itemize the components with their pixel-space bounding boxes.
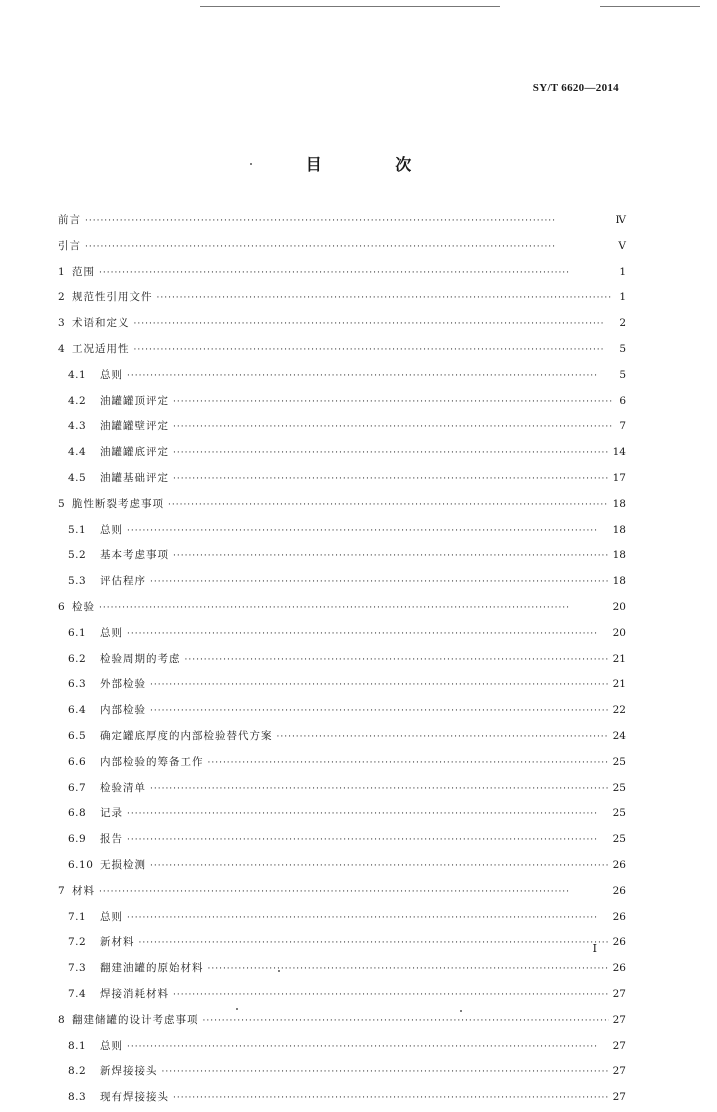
toc-leader-dots	[208, 957, 609, 983]
toc-entry-number: 3	[58, 317, 65, 330]
toc-entry[interactable]	[58, 260, 626, 286]
toc-entry-number: 7.3	[68, 962, 87, 975]
toc-entry-label: 术语和定义	[72, 317, 130, 330]
toc-entry-number: 4.5	[68, 471, 87, 484]
toc-entry-label: 油罐基础评定	[100, 471, 169, 484]
toc-entry-page: 21	[612, 652, 626, 665]
toc-entry-number: 5	[58, 497, 65, 510]
toc-entry-page: 27	[612, 1065, 626, 1078]
toc-leader-dots	[134, 312, 613, 338]
toc-entry-page: 21	[612, 678, 626, 691]
toc-leader-dots	[99, 596, 609, 622]
toc-leader-dots	[173, 1086, 609, 1112]
scan-speck	[250, 163, 252, 165]
toc-title: 目 次	[305, 155, 446, 174]
toc-entry-label: 外部检验	[100, 678, 146, 691]
toc-entry-page: 26	[612, 936, 626, 949]
toc-leader-dots	[99, 261, 612, 287]
toc-entry-number: 8	[58, 1013, 65, 1026]
toc-entry-label: 无损检测	[100, 858, 146, 871]
toc-entry-page: 22	[612, 704, 626, 717]
toc-entry-number: 1	[58, 265, 65, 278]
toc-leader-dots	[173, 390, 612, 416]
toc-entry-number: 6.4	[68, 704, 87, 717]
toc-entry-label: 材料	[72, 884, 95, 897]
toc-entry[interactable]	[58, 543, 626, 569]
toc-entry-label: 检验清单	[100, 781, 146, 794]
scan-speck	[236, 1008, 238, 1010]
toc-leader-dots	[162, 1060, 609, 1086]
toc-entry-label: 新焊接接头	[100, 1065, 158, 1078]
toc-entry[interactable]	[58, 595, 626, 621]
toc-entry-number: 7	[58, 884, 65, 897]
toc-entry-label: 报告	[100, 833, 123, 846]
toc-entry-label: 现有焊接接头	[100, 1091, 169, 1104]
toc-leader-dots	[127, 828, 609, 854]
toc-entry-page: 26	[612, 962, 626, 975]
toc-entry-page: 18	[612, 523, 626, 536]
toc-entry-number: 6.3	[68, 678, 87, 691]
toc-leader-dots	[150, 673, 609, 699]
toc-entry-label: 油罐罐壁评定	[100, 420, 169, 433]
toc-entry-label: 确定罐底厚度的内部检验替代方案	[100, 729, 273, 742]
toc-leader-dots	[157, 286, 613, 312]
toc-entry-page: 18	[612, 497, 626, 510]
toc-leader-dots	[173, 415, 612, 441]
toc-entry-number: 7.2	[68, 936, 87, 949]
toc-entry-page: 18	[612, 575, 626, 588]
toc-leader-dots	[99, 880, 609, 906]
toc-entry-number: 6.6	[68, 755, 87, 768]
toc-entry-page: 27	[612, 1091, 626, 1104]
toc-leader-dots	[150, 699, 609, 725]
toc-leader-dots	[168, 493, 609, 519]
toc-entry-label: 记录	[100, 807, 123, 820]
toc-entry-label: 检验	[72, 600, 95, 613]
toc-entry-page: 1	[619, 291, 626, 304]
toc-entry-page: 26	[612, 858, 626, 871]
toc-leader-dots	[173, 544, 609, 570]
toc-entry-page: 14	[612, 446, 626, 459]
toc-entry-number: 4.3	[68, 420, 87, 433]
toc-entry-page: 6	[619, 394, 626, 407]
toc-entry-label: 检验周期的考虑	[100, 652, 181, 665]
toc-leader-dots	[127, 906, 609, 932]
toc-leader-dots	[134, 338, 613, 364]
toc-entry-number: 4	[58, 342, 65, 355]
toc-leader-dots	[150, 854, 609, 880]
toc-entry-label: 范围	[72, 265, 95, 278]
toc-entry-label: 新材料	[100, 936, 135, 949]
toc-entry-label: 脆性断裂考虑事项	[72, 497, 164, 510]
toc-entry[interactable]	[58, 672, 626, 698]
toc-leader-dots	[150, 570, 609, 596]
scan-edge-line	[200, 6, 500, 7]
toc-leader-dots	[173, 983, 609, 1009]
toc-entry-page: 27	[612, 1013, 626, 1026]
toc-entry[interactable]	[58, 363, 626, 389]
toc-leader-dots	[277, 725, 609, 751]
toc-entry-number: 8.2	[68, 1065, 87, 1078]
toc-entry-number: 5.1	[68, 523, 87, 536]
toc-entry-label: 基本考虑事项	[100, 549, 169, 562]
toc-entry-number: 7.4	[68, 987, 87, 1000]
toc-entry[interactable]	[58, 440, 626, 466]
toc-entry-number: 6.9	[68, 833, 87, 846]
toc-leader-dots	[139, 931, 609, 957]
toc-entry[interactable]	[58, 337, 626, 363]
toc-leader-dots	[150, 777, 609, 803]
toc-leader-dots	[185, 648, 609, 674]
toc-entry[interactable]	[58, 1034, 626, 1060]
toc-entry[interactable]	[58, 518, 626, 544]
toc-entry[interactable]	[58, 621, 626, 647]
toc-entry-number: 8.3	[68, 1091, 87, 1104]
toc-entry[interactable]	[58, 930, 626, 956]
toc-entry-page: 20	[612, 626, 626, 639]
toc-entry[interactable]	[58, 1085, 626, 1111]
toc-entry-number: 6.7	[68, 781, 87, 794]
standard-code: SY/T 6620—2014	[532, 82, 619, 94]
toc-leader-dots	[173, 441, 609, 467]
toc-entry-page: 27	[612, 1039, 626, 1052]
toc-leader-dots	[127, 802, 609, 828]
toc-entry-number: 7.1	[68, 910, 87, 923]
toc-entry[interactable]	[58, 311, 626, 337]
toc-entry[interactable]	[58, 879, 626, 905]
toc-entry-number: 4.2	[68, 394, 87, 407]
toc-entry[interactable]	[58, 1059, 626, 1085]
toc-entry-number: 4.4	[68, 446, 87, 459]
toc-entry-label: 油罐罐底评定	[100, 446, 169, 459]
toc-entry-number: 6	[58, 600, 65, 613]
toc-entry[interactable]	[58, 208, 626, 234]
toc-entry-label: 焊接消耗材料	[100, 987, 169, 1000]
toc-entry-number: 4.1	[68, 368, 87, 381]
scan-speck	[460, 1010, 462, 1012]
toc-entry-page: 5	[619, 342, 626, 355]
toc-entry-page: 25	[612, 833, 626, 846]
toc-entry[interactable]	[58, 234, 626, 260]
toc-entry-label: 内部检验	[100, 704, 146, 717]
toc-entry[interactable]	[58, 776, 626, 802]
toc-entry[interactable]	[58, 801, 626, 827]
toc-entry-page: 26	[612, 884, 626, 897]
toc-entry-number: 6.5	[68, 729, 87, 742]
toc-entry-number: 5.3	[68, 575, 87, 588]
page-number: Ⅰ	[592, 942, 597, 955]
toc-entry-label: 翻建储罐的设计考虑事项	[72, 1013, 199, 1026]
toc-leader-dots	[127, 1035, 609, 1061]
toc-entry-number: 6.2	[68, 652, 87, 665]
toc-entry-page: Ⅴ	[618, 239, 626, 252]
toc-entry-label: 前言	[58, 214, 81, 226]
toc-entry-page: 24	[612, 729, 626, 742]
toc-entry-label: 工况适用性	[72, 342, 130, 355]
toc-leader-dots	[127, 364, 612, 390]
toc-entry[interactable]	[58, 956, 626, 982]
toc-entry[interactable]	[58, 853, 626, 879]
toc-entry[interactable]	[58, 647, 626, 673]
scan-speck	[278, 970, 280, 972]
toc-entry-number: 8.1	[68, 1039, 87, 1052]
toc-leader-dots	[173, 467, 609, 493]
toc-leader-dots	[85, 209, 612, 235]
toc-entry[interactable]	[58, 724, 626, 750]
toc-leader-dots	[203, 1009, 609, 1035]
toc-leader-dots	[85, 235, 612, 261]
toc-entry[interactable]	[58, 750, 626, 776]
toc-entry[interactable]	[58, 414, 626, 440]
toc-leader-dots	[127, 622, 609, 648]
table-of-contents	[58, 208, 626, 1111]
toc-entry-number: 6.8	[68, 807, 87, 820]
toc-entry-number: 5.2	[68, 549, 87, 562]
toc-entry-number: 6.10	[68, 858, 94, 871]
toc-entry-page: 25	[612, 755, 626, 768]
toc-entry-page: 5	[619, 368, 626, 381]
toc-entry-label: 总则	[100, 626, 123, 639]
toc-entry-number: 6.1	[68, 626, 87, 639]
toc-entry[interactable]	[58, 1008, 626, 1034]
toc-entry[interactable]	[58, 389, 626, 415]
toc-entry-page: 25	[612, 781, 626, 794]
toc-entry-label: 评估程序	[100, 575, 146, 588]
toc-entry-label: 规范性引用文件	[72, 291, 153, 304]
toc-entry-number: 2	[58, 291, 65, 304]
toc-entry-label: 引言	[58, 239, 81, 252]
toc-entry-label: 总则	[100, 523, 123, 536]
toc-entry-label: 翻建油罐的原始材料	[100, 962, 204, 975]
toc-entry[interactable]	[58, 492, 626, 518]
toc-leader-dots	[208, 751, 609, 777]
toc-entry-label: 总则	[100, 910, 123, 923]
toc-entry-page: 25	[612, 807, 626, 820]
toc-entry-page: 27	[612, 987, 626, 1000]
toc-entry[interactable]	[58, 466, 626, 492]
toc-entry[interactable]	[58, 285, 626, 311]
toc-entry[interactable]	[58, 982, 626, 1008]
toc-entry[interactable]	[58, 569, 626, 595]
toc-entry[interactable]	[58, 698, 626, 724]
toc-entry-page: 1	[619, 265, 626, 278]
toc-entry-page: 18	[612, 549, 626, 562]
toc-entry[interactable]	[58, 827, 626, 853]
toc-entry-label: 油罐罐顶评定	[100, 394, 169, 407]
scan-edge-line	[600, 6, 700, 7]
toc-leader-dots	[127, 519, 609, 545]
toc-entry-label: 总则	[100, 368, 123, 381]
toc-entry-page: 17	[612, 471, 626, 484]
toc-entry-page: 7	[619, 420, 626, 433]
toc-entry-page: 26	[612, 910, 626, 923]
toc-entry-label: 总则	[100, 1039, 123, 1052]
toc-entry-page: 2	[619, 317, 626, 330]
toc-entry-page: Ⅳ	[615, 214, 626, 226]
toc-entry-page: 20	[612, 600, 626, 613]
toc-entry-label: 内部检验的筹备工作	[100, 755, 204, 768]
toc-entry[interactable]	[58, 905, 626, 931]
